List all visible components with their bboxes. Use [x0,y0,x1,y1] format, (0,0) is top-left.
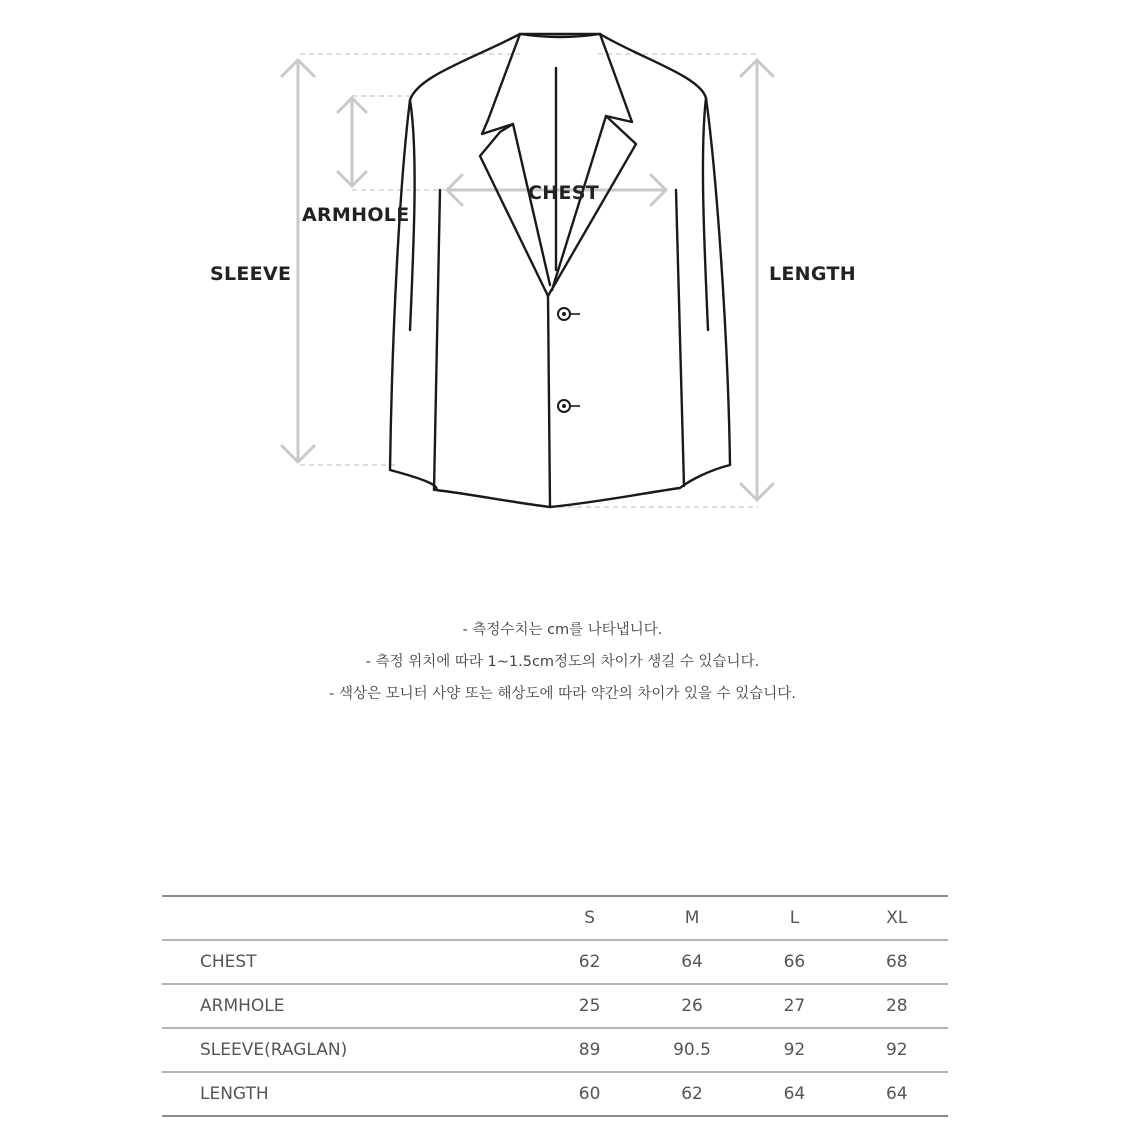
table-cell: 64 [743,1072,845,1116]
table-cell: 62 [641,1072,743,1116]
table-cell: 64 [641,940,743,984]
table-row [162,1028,948,1072]
table-cell: 62 [538,940,640,984]
table-cell: 60 [538,1072,640,1116]
table-cell: 92 [846,1028,948,1072]
table-cell: 66 [743,940,845,984]
header-cell: M [641,896,743,940]
table-cell: 89 [538,1028,640,1072]
table-cell: 25 [538,984,640,1028]
header-cell: XL [846,896,948,940]
measurement-notes [0,614,1125,710]
note-unit: - 측정수치는 cm를 나타냅니다. [462,622,663,638]
measurement-diagram [0,0,1125,560]
table-cell: 27 [743,984,845,1028]
header-cell [162,896,538,940]
chest-label: CHEST [528,182,599,204]
note-color: - 색상은 모니터 사양 또는 해상도에 따라 약간의 차이가 있을 수 있습니다. [329,686,796,702]
header-cell: S [538,896,640,940]
row-label: CHEST [162,940,538,984]
row-label: LENGTH [162,1072,538,1116]
header-cell: L [743,896,845,940]
note-tolerance: - 측정 위치에 따라 1~1.5cm정도의 차이가 생길 수 있습니다. [365,654,760,670]
jacket-outline [390,34,730,507]
button-icons [558,308,580,412]
row-label: SLEEVE(RAGLAN) [162,1028,538,1072]
table-cell: 92 [743,1028,845,1072]
measure-arrows [282,60,773,500]
jacket-illustration [0,0,1125,560]
table-cell: 68 [846,940,948,984]
table-row [162,1072,948,1116]
table-cell: 28 [846,984,948,1028]
table-row [162,940,948,984]
guide-lines [300,54,758,507]
armhole-label: ARMHOLE [302,204,410,226]
length-label: LENGTH [769,263,856,285]
table-cell: 26 [641,984,743,1028]
row-label: ARMHOLE [162,984,538,1028]
table-row [162,984,948,1028]
sleeve-label: SLEEVE [210,263,292,285]
table-cell: 64 [846,1072,948,1116]
size-table [162,895,948,1117]
table-cell: 90.5 [641,1028,743,1072]
table-header-row [162,896,948,940]
